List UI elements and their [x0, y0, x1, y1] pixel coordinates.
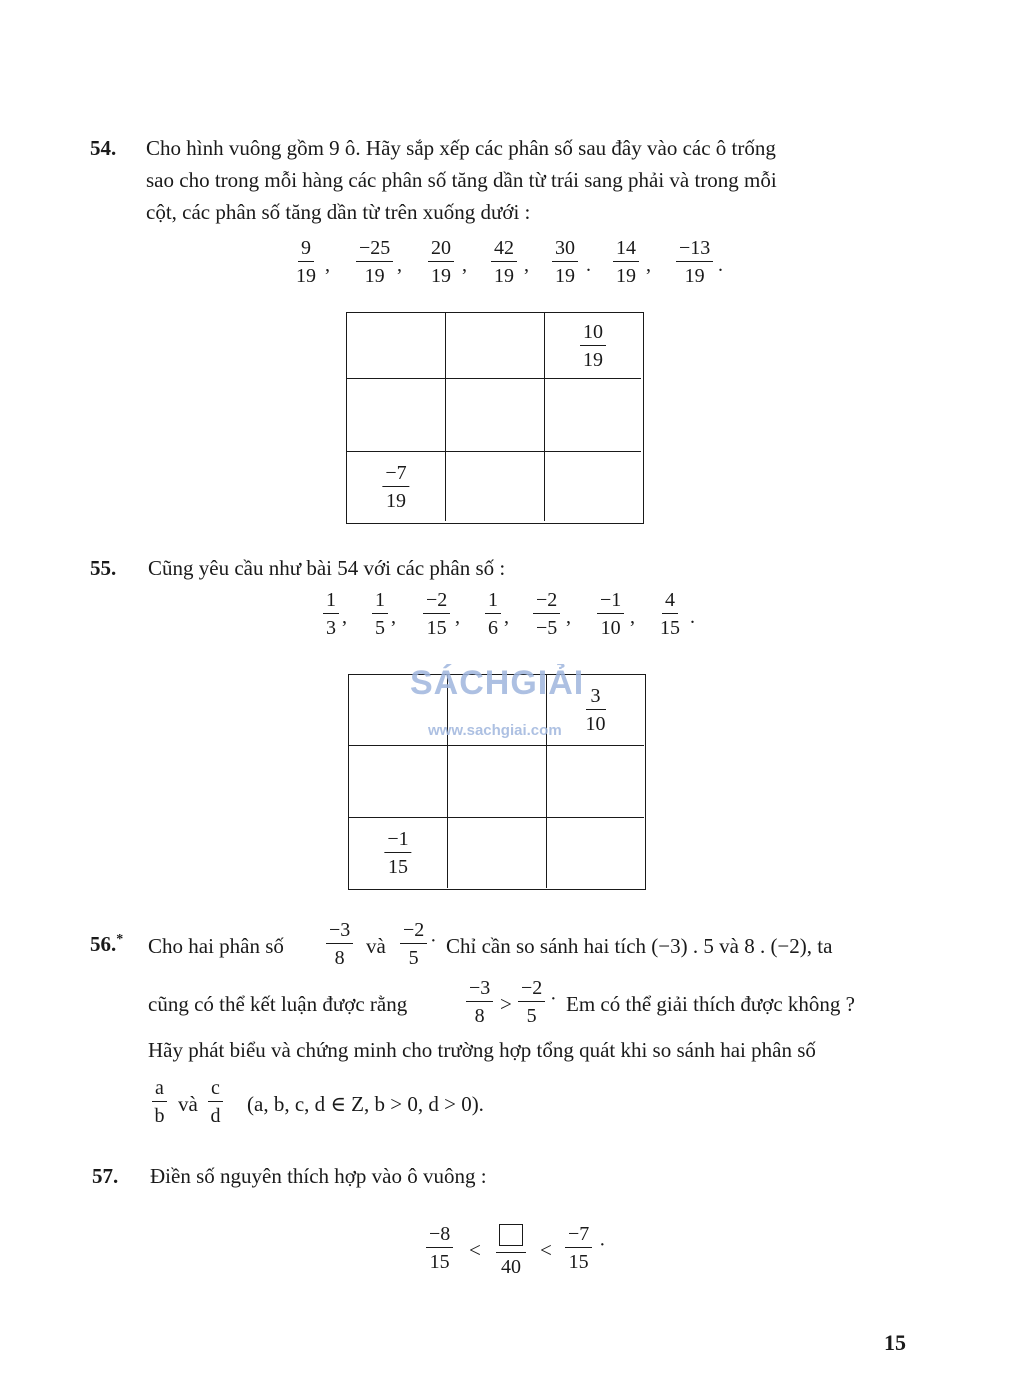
less-than-sign: < [469, 1238, 481, 1262]
problem-56-line-1b: Chỉ cần so sánh hai tích (−3) . 5 và 8 . (−2), ta [446, 934, 833, 958]
word-va: và [366, 934, 386, 958]
fraction: $\frac{20}{19}$ [428, 238, 454, 286]
grid-cell[interactable] [545, 452, 641, 521]
problem-54-line-2: sao cho trong mỗi hàng các phân số tăng dần từ trái sang phải và trong mỗi [146, 168, 777, 192]
separator: , [391, 606, 396, 628]
grid-cell[interactable] [349, 818, 448, 888]
grid-cell[interactable] [547, 818, 644, 888]
given-fraction: $\frac{-7}{19}$ [382, 463, 409, 511]
fraction: $\frac{-2}{-5}$ [533, 590, 560, 638]
separator: · [430, 930, 437, 952]
problem-56-number: 56.* [90, 932, 124, 956]
fraction: $\frac{-3}{8}$ [326, 920, 353, 968]
separator: , [455, 606, 460, 628]
grid-cell[interactable] [545, 313, 641, 379]
fraction: $\frac{1}{3}$ [323, 590, 339, 638]
grid-cell[interactable] [349, 746, 448, 818]
problem-55-line: Cũng yêu cầu như bài 54 với các phân số : [148, 556, 506, 580]
given-fraction: $\frac{-1}{15}$ [384, 829, 411, 877]
page-number: 15 [884, 1330, 906, 1355]
grid-cell[interactable] [545, 379, 641, 452]
problem-54-grid [346, 312, 644, 524]
problem-54-line-1: Cho hình vuông gồm 9 ô. Hãy sắp xếp các phân số sau đây vào các ô trống [146, 136, 776, 160]
given-fraction: $\frac{10}{19}$ [580, 322, 606, 370]
problem-56-line-1a: Cho hai phân số [148, 934, 284, 958]
word-va: và [178, 1092, 198, 1116]
problem-56-line-2b: Em có thể giải thích được không ? [566, 992, 855, 1016]
problem-56-condition: (a, b, c, d ∈ Z, b > 0, d > 0). [247, 1092, 484, 1116]
separator: , [342, 606, 347, 628]
fraction: $\frac{30}{19}$ [552, 238, 578, 286]
fraction: $\frac{-7}{15}$ [565, 1224, 592, 1272]
problem-57-number: 57. [92, 1164, 119, 1188]
grid-cell[interactable] [347, 452, 446, 521]
grid-cell[interactable] [446, 379, 545, 452]
separator: , [566, 606, 571, 628]
fraction: $\frac{a}{b}$ [152, 1078, 167, 1126]
grid-cell[interactable] [446, 313, 545, 379]
separator: , [630, 606, 635, 628]
fraction: $\frac{-2}{5}$ [400, 920, 427, 968]
separator: , [462, 254, 467, 276]
fraction: $\frac{1}{5}$ [372, 590, 388, 638]
fraction: $\frac{-2}{5}$ [518, 978, 545, 1026]
starred-marker: * [116, 932, 124, 947]
problem-56-line-3: Hãy phát biểu và chứng minh cho trường hợp tổng quát khi so sánh hai phân số [148, 1038, 816, 1062]
less-than-sign: < [540, 1238, 552, 1262]
separator: , [325, 254, 330, 276]
grid-cell[interactable] [347, 313, 446, 379]
separator: , [646, 254, 651, 276]
problem-56-line-2a: cũng có thể kết luận được rằng [148, 992, 408, 1016]
separator: . [718, 254, 723, 276]
separator: , [397, 254, 402, 276]
fraction: $\frac{-3}{8}$ [466, 978, 493, 1026]
greater-than-sign: > [500, 992, 512, 1016]
problem-55-grid [348, 674, 646, 890]
fraction: $\frac{42}{19}$ [491, 238, 517, 286]
fraction: $\frac{-25}{19}$ [356, 238, 393, 286]
problem-55-number: 55. [90, 556, 117, 580]
separator: . [690, 606, 695, 628]
watermark-url: www.sachgiai.com [428, 722, 562, 739]
problem-54-number: 54. [90, 136, 117, 160]
problem-54-line-3: cột, các phân số tăng dần từ trên xuống dưới : [146, 200, 531, 224]
fraction: $\frac{1}{6}$ [485, 590, 501, 638]
answer-box[interactable] [499, 1224, 523, 1246]
problem-57-line: Điền số nguyên thích hợp vào ô vuông : [150, 1164, 487, 1188]
fraction: $\frac{9}{19}$ [296, 237, 316, 287]
watermark-logo: SÁCHGIẢI [410, 664, 585, 702]
separator: · [599, 1234, 606, 1256]
fraction: $\frac{4}{15}$ [660, 589, 680, 639]
grid-cell[interactable] [448, 818, 547, 888]
fraction: $\frac{14}{19}$ [613, 238, 639, 286]
separator: . [586, 254, 591, 276]
fraction: $\frac{-1}{10}$ [597, 590, 624, 638]
separator: , [524, 254, 529, 276]
grid-cell[interactable] [547, 746, 644, 818]
separator: · [550, 988, 557, 1010]
grid-cell[interactable] [448, 746, 547, 818]
fraction: $\frac{-13}{19}$ [676, 238, 713, 286]
grid-cell[interactable] [446, 452, 545, 521]
grid-cell[interactable] [347, 379, 446, 452]
fraction-with-blank: 40 [496, 1224, 526, 1277]
separator: , [504, 606, 509, 628]
given-fraction: $\frac{3}{10}$ [585, 685, 606, 735]
fraction: $\frac{-8}{15}$ [426, 1224, 453, 1272]
fraction: $\frac{-2}{15}$ [423, 590, 450, 638]
fraction: $\frac{c}{d}$ [208, 1078, 223, 1126]
